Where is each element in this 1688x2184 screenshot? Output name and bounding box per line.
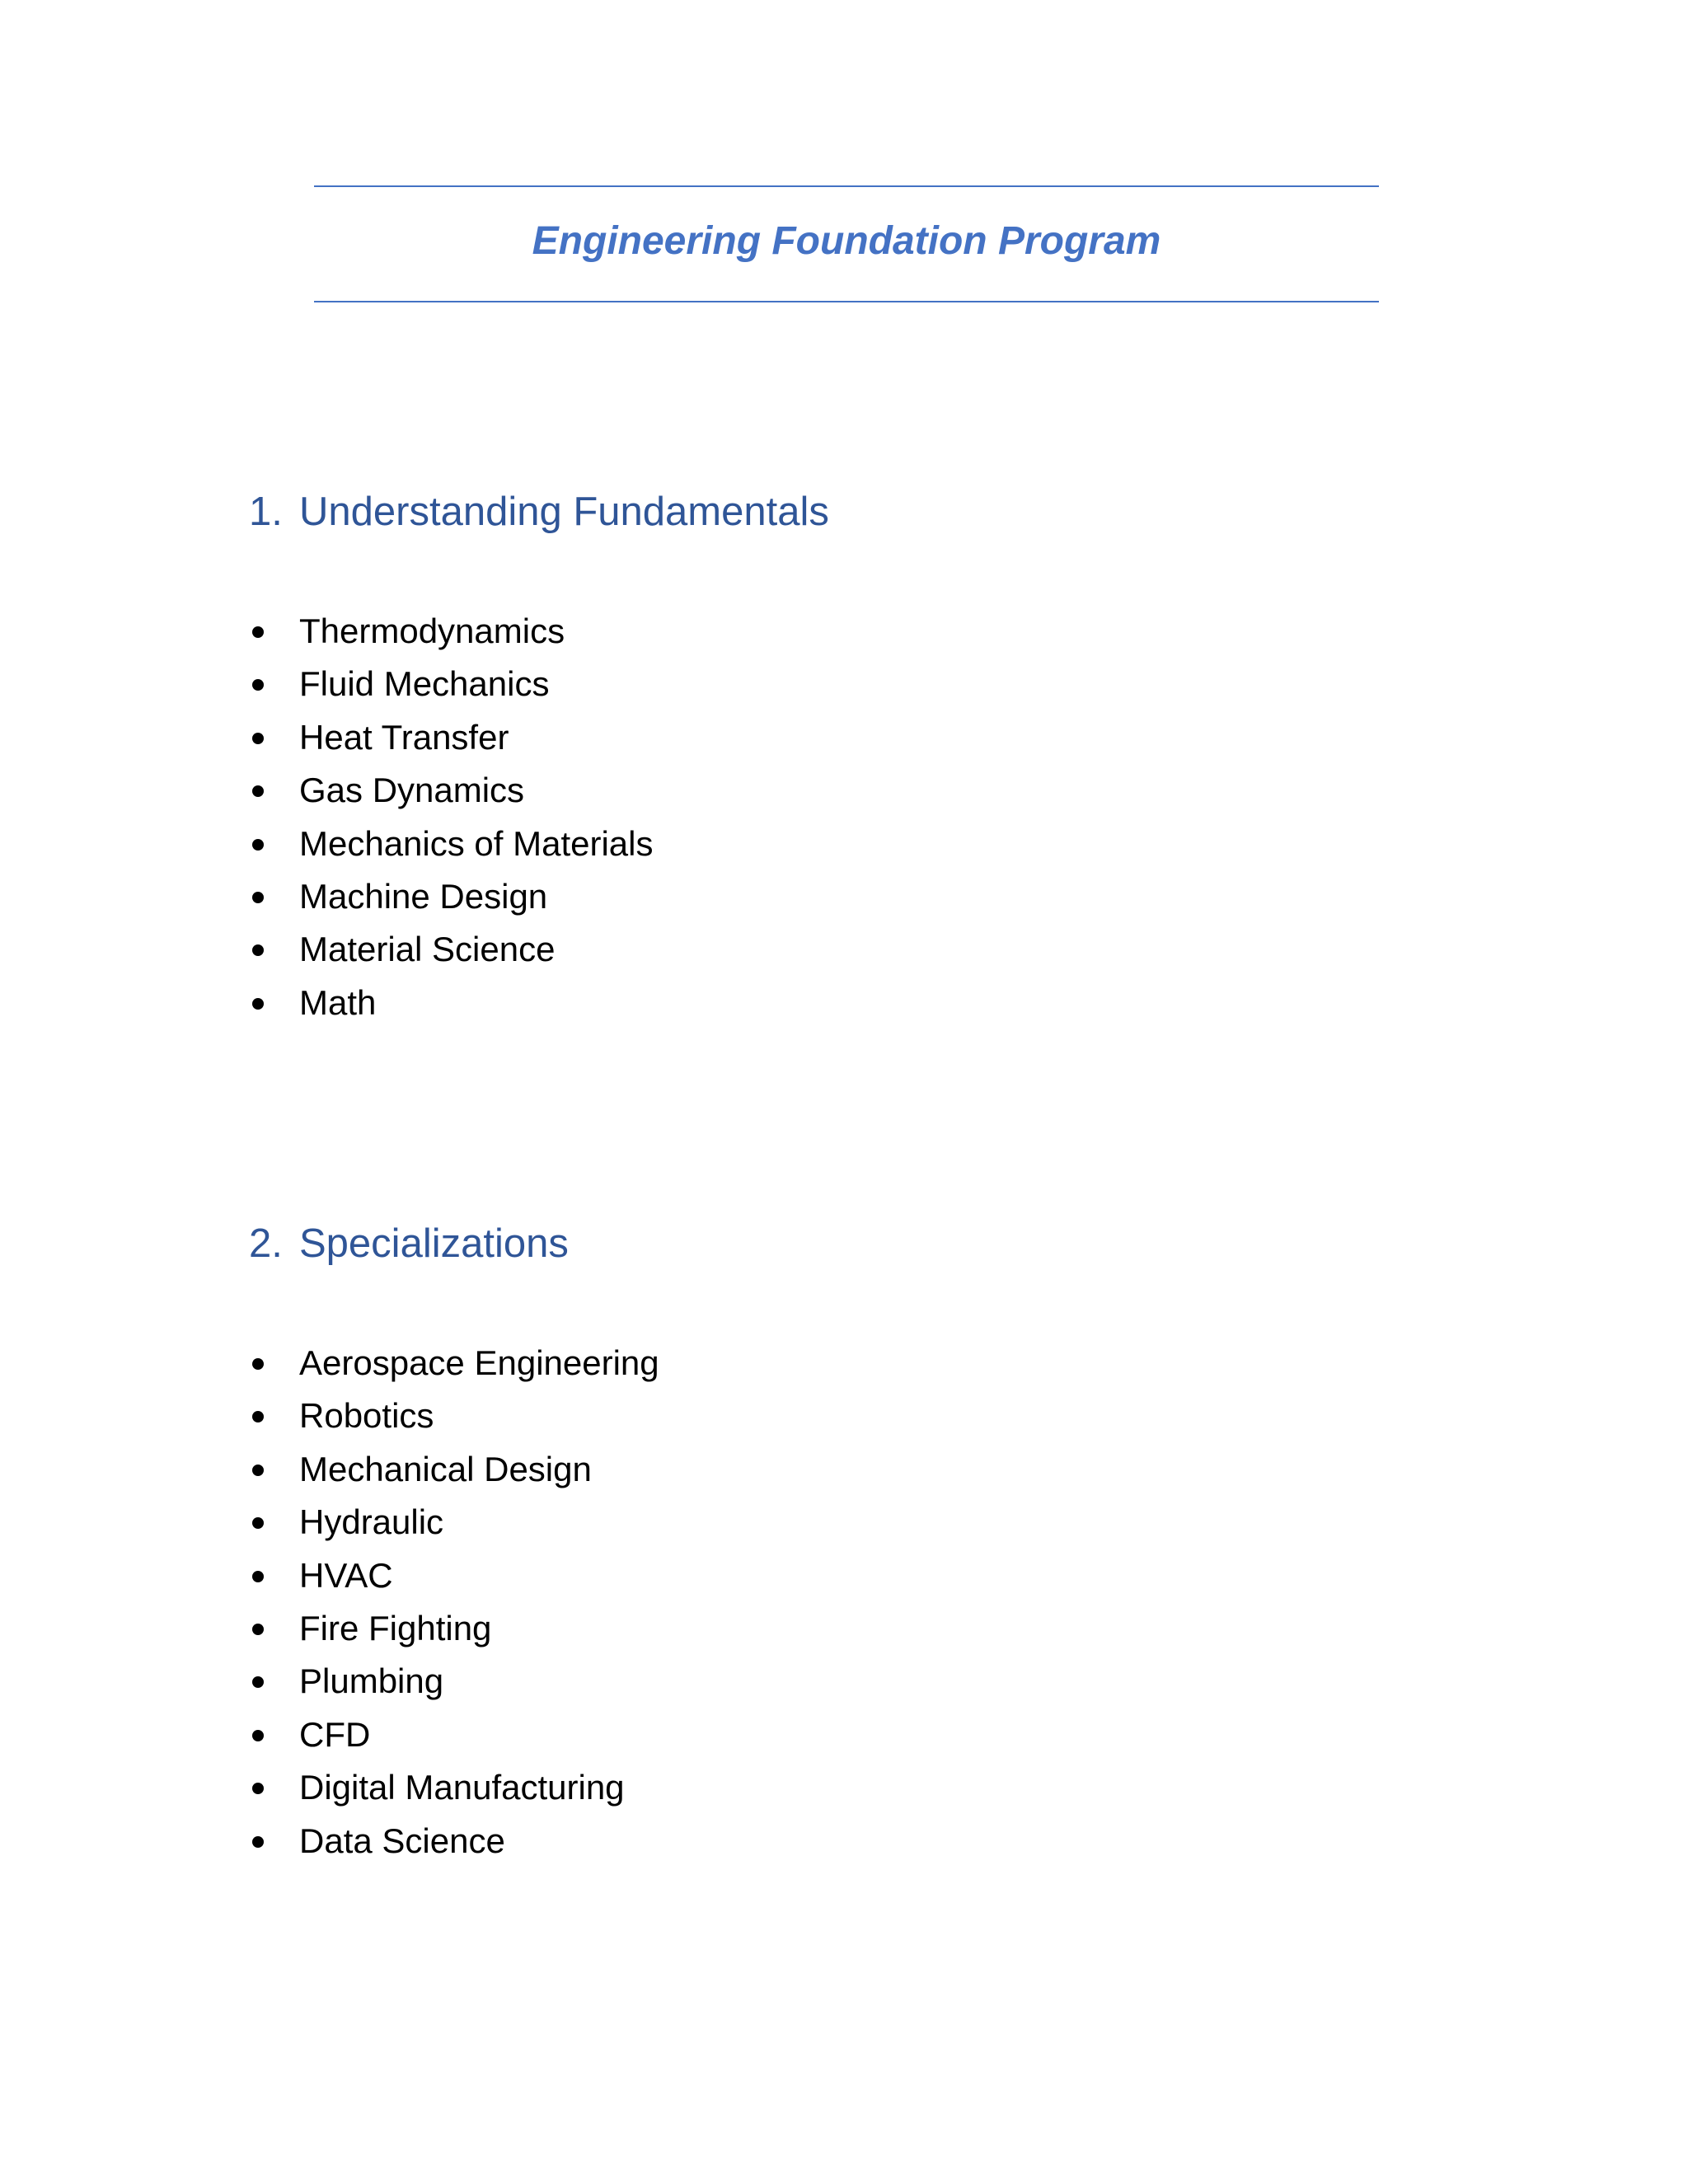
bullet-icon <box>252 944 264 956</box>
list-item: Gas Dynamics <box>249 764 654 817</box>
section-title: Understanding Fundamentals <box>299 490 829 534</box>
list-item: Fluid Mechanics <box>249 658 654 710</box>
list-item: Material Science <box>249 923 654 976</box>
list-item: Mechanical Design <box>249 1443 659 1496</box>
list-item: Digital Manufacturing <box>249 1761 659 1814</box>
bullet-icon <box>252 892 264 903</box>
fundamentals-list <box>249 605 654 1029</box>
list-item: Data Science <box>249 1815 659 1868</box>
section-number: 1. <box>249 490 283 534</box>
document-title: Engineering Foundation Program <box>532 219 1161 263</box>
list-item: Mechanics of Materials <box>249 818 654 870</box>
bullet-icon <box>252 1411 264 1422</box>
bullet-icon <box>252 998 264 1010</box>
list-item: Machine Design <box>249 870 654 923</box>
title-block <box>314 185 1379 302</box>
section-title: Specializations <box>299 1221 569 1266</box>
bullet-icon <box>252 626 264 638</box>
bullet-icon <box>252 1676 264 1688</box>
bullet-icon <box>252 1624 264 1635</box>
list-item: Heat Transfer <box>249 711 654 764</box>
bullet-icon <box>252 1836 264 1848</box>
bullet-icon <box>252 785 264 797</box>
bullet-icon <box>252 1358 264 1370</box>
section-number: 2. <box>249 1221 283 1266</box>
bullet-icon <box>252 1465 264 1476</box>
list-item: Hydraulic <box>249 1496 659 1549</box>
list-item: Thermodynamics <box>249 605 654 658</box>
section-heading-fundamentals <box>249 492 829 532</box>
bullet-icon <box>252 839 264 851</box>
specializations-list <box>249 1337 659 1868</box>
list-item: Robotics <box>249 1390 659 1442</box>
bullet-icon <box>252 733 264 744</box>
list-item: Fire Fighting <box>249 1602 659 1655</box>
bullet-icon <box>252 1571 264 1582</box>
bullet-icon <box>252 1730 264 1741</box>
bullet-icon <box>252 679 264 691</box>
list-item: Math <box>249 977 654 1029</box>
list-item: HVAC <box>249 1549 659 1602</box>
list-item: CFD <box>249 1708 659 1761</box>
bullet-icon <box>252 1783 264 1794</box>
list-item: Plumbing <box>249 1655 659 1708</box>
list-item: Aerospace Engineering <box>249 1337 659 1390</box>
section-heading-specializations <box>249 1221 569 1266</box>
bullet-icon <box>252 1517 264 1529</box>
